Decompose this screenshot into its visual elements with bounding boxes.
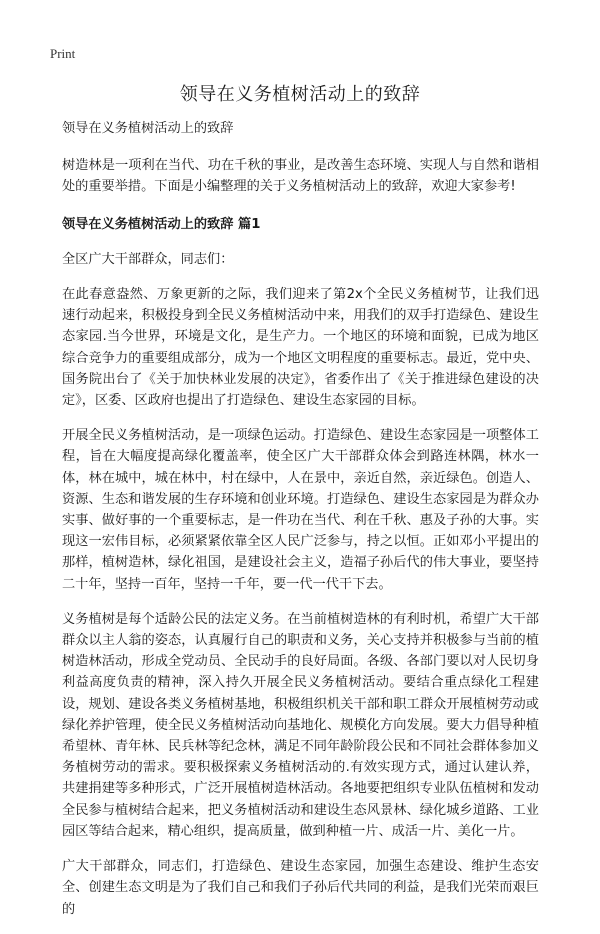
body-paragraph: 在此春意盎然、万象更新的之际，我们迎来了第2x个全民义务植树节，让我们迅速行动起来，积极投身到全民义务植树活动中来，用我们的双手打造绿色、建设生态家园.当今世界，环境是文化，是生产力。一个地区的环境和面貌，已成为地区综合竞争力的重要组成部分，成为一个地区文明程度的重要标志。最近，党中央、国务院出台了《关于加快林业发展的决定》，省委作出了《关于推进绿色建设的决定》，区委、区政府也提出了打造绿色、建设生态家园的目标。 <box>62 287 539 409</box>
article-intro: 树造林是一项利在当代、功在千秋的事业，是改善生态环境、实现人与自然和谐相处的重要举措。下面是小编整理的关于义务植树活动上的致辞，欢迎大家参考! <box>62 158 539 195</box>
article-subtitle: 领导在义务植树活动上的致辞 <box>62 121 234 136</box>
body-paragraph: 广大干部群众，同志们，打造绿色、建设生态家园，加强生态建设、维护生态安全、创建生态文明是为了我们自己和我们子孙后代共同的利益，是我们光荣而艰巨的 <box>62 859 539 917</box>
section-heading: 领导在义务植树活动上的致辞 篇1 <box>62 216 261 232</box>
body-paragraph: 开展全民义务植树活动，是一项绿色运动。打造绿色、建设生态家园是一项整体工程，旨在大幅度提高绿化覆盖率，使全区广大干部群众体会到路连林隅，林水一体，林在城中，城在林中，村在绿中，人在景中，亲近自然，亲近绿色。创造人、资源、生态和谐发展的生存环境和创业环境。打造绿色、建设生态家园是为群众办实事、做好事的一个重要标志，是一件功在当代、利在千秋、惠及子孙的大事。实现这一宏伟目标，必须紧紧依靠全区人民广泛参与，持之以恒。正如邓小平提出的那样，植树造林，绿化祖国，是建设社会主义，造福子孙后代的伟大事业，要坚持二十年，坚持一百年，坚持一千年，要一代一代干下去。 <box>62 428 539 592</box>
article-body <box>62 118 539 934</box>
print-link[interactable]: Print <box>50 46 76 61</box>
page-title: 领导在义务植树活动上的致辞 <box>179 84 421 105</box>
body-paragraph: 义务植树是每个适龄公民的法定义务。在当前植树造林的有利时机，希望广大干部群众以主人翁的姿态，认真履行自己的职责和义务，关心支持并积极参与当前的植树造林活动，形成全党动员、全民动手的良好局面。各级、各部门要以对人民切身利益高度负责的精神，深入持久开展全民义务植树活动。要结合重点绿化工程建设，规划、建设各类义务植树基地，积极组织机关干部和职工群众开展植树劳动或绿化养护管理，使全民义务植树活动向基地化、规模化方向发展。要大力倡导种植希望林、青年林、民兵林等纪念林，满足不同年龄阶段公民和不同社会群体参加义务植树劳动的需求。要积极探索义务植树活动的.有效实现方式，通过认建认养，共建捐建等多种形式，广泛开展植树造林活动。各地要把组织专业队伍植树和发动全民参与植树结合起来，把义务植树活动和建设生态风景林、绿化城乡道路、工业园区等结合起来，精心组织，提高质量，做到种植一片、成活一片、美化一片。 <box>62 611 539 839</box>
salutation: 全区广大干部群众，同志们： <box>62 251 234 267</box>
